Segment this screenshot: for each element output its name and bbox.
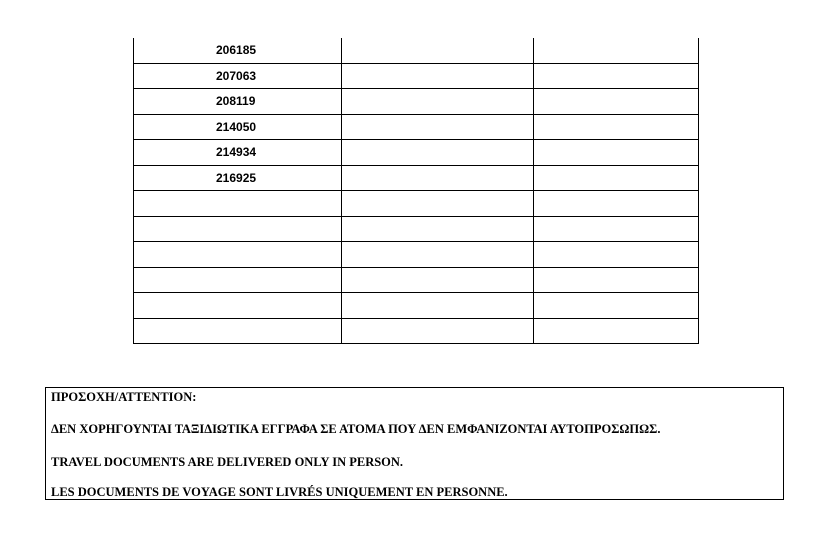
table-cell [534,191,699,217]
notice-heading: ΠΡΟΣΟΧΗ/ATTENTION: [51,390,197,404]
table-cell [342,165,534,191]
table-cell [534,38,699,63]
table-row [134,165,699,191]
table-row [134,63,699,89]
table-cell-number: 214050 [134,114,342,140]
table-cell [534,89,699,115]
table-row [134,242,699,268]
table-cell [534,293,699,319]
table-row [134,216,699,242]
table-row [134,191,699,217]
table-cell-number [134,293,342,319]
table-row [134,318,699,344]
table-cell-number [134,267,342,293]
table-cell [342,216,534,242]
table-cell [342,38,534,63]
table-cell [534,114,699,140]
table-cell [342,242,534,268]
table-row [134,89,699,115]
notice-greek-text: ΔΕΝ ΧΟΡΗΓΟΥΝΤΑΙ ΤΑΞΙΔΙΩΤΙΚΑ ΕΓΓΡΑΦΑ ΣΕ ΑΤΟΜΑ ΠΟΥ ΔΕΝ ΕΜΦΑΝΙΖΟΝΤΑΙ ΑΥΤΟΠΡΟΣΩΠΩΣ. [51,422,661,436]
numbers-table [133,38,699,344]
table-row [134,140,699,166]
table-cell [534,216,699,242]
table-cell [342,293,534,319]
table-cell-number [134,216,342,242]
table-cell-number: 214934 [134,140,342,166]
table-cell [342,89,534,115]
table-row [134,38,699,63]
table-cell [534,165,699,191]
table-row [134,267,699,293]
numbers-table-body [134,38,699,344]
table-cell [534,140,699,166]
attention-notice-box [45,387,784,500]
table-cell-number: 208119 [134,89,342,115]
table-cell-number [134,191,342,217]
table-cell [534,242,699,268]
notice-english-text: TRAVEL DOCUMENTS ARE DELIVERED ONLY IN PERSON. [51,455,404,469]
table-cell [534,267,699,293]
table-cell-number: 206185 [134,38,342,63]
table-cell [342,140,534,166]
table-cell-number [134,318,342,344]
table-row [134,293,699,319]
notice-french-text: LES DOCUMENTS DE VOYAGE SONT LIVRÉS UNIQUEMENT EN PERSONNE. [51,485,508,499]
table-cell [342,267,534,293]
table-cell-number: 207063 [134,63,342,89]
table-cell [342,318,534,344]
table-cell [342,63,534,89]
table-cell [342,114,534,140]
table-cell [534,63,699,89]
table-cell [342,191,534,217]
table-cell [534,318,699,344]
table-cell-number: 216925 [134,165,342,191]
table-cell-number [134,242,342,268]
table-row [134,114,699,140]
